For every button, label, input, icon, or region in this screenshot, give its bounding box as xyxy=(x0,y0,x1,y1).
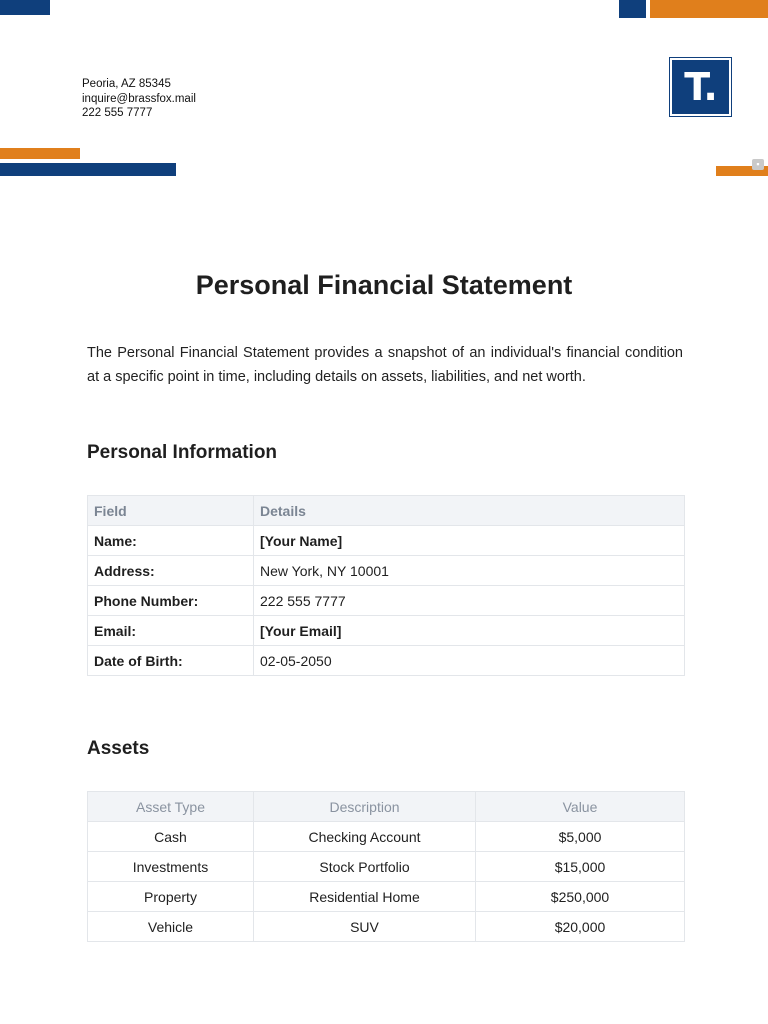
personal-info-heading: Personal Information xyxy=(87,442,278,463)
table-row xyxy=(88,882,685,912)
asset-value-cell: $250,000 xyxy=(476,882,685,912)
field-label: Name: xyxy=(88,526,254,556)
left-navy-bar xyxy=(0,163,176,176)
intro-paragraph: The Personal Financial Statement provides a snapshot of an individual's financial condition at a specific point in time, including details on assets, liabilities, and net worth. xyxy=(87,345,683,385)
table-row xyxy=(88,556,685,586)
table-row xyxy=(88,526,685,556)
asset-value-cell: $15,000 xyxy=(476,852,685,882)
asset-description-cell: SUV xyxy=(254,912,476,942)
top-right-orange-bar xyxy=(650,0,768,18)
asset-type-cell: Vehicle xyxy=(88,912,254,942)
column-header-details: Details xyxy=(254,496,685,526)
contact-info xyxy=(82,77,196,121)
company-logo xyxy=(669,57,732,117)
field-value: 02-05-2050 xyxy=(254,646,685,676)
field-value: 222 555 7777 xyxy=(254,586,685,616)
logo-text: T. xyxy=(672,60,729,114)
assets-table xyxy=(87,791,685,942)
table-row xyxy=(88,616,685,646)
table-row xyxy=(88,912,685,942)
column-header-asset-type: Asset Type xyxy=(88,792,254,822)
field-value: [Your Email] xyxy=(254,616,685,646)
asset-type-cell: Investments xyxy=(88,852,254,882)
asset-type-cell: Cash xyxy=(88,822,254,852)
table-row xyxy=(88,852,685,882)
asset-description-cell: Checking Account xyxy=(254,822,476,852)
table-header-row xyxy=(88,496,685,526)
top-right-navy-bar xyxy=(619,0,646,18)
field-label: Address: xyxy=(88,556,254,586)
asset-value-cell: $20,000 xyxy=(476,912,685,942)
asset-description-cell: Stock Portfolio xyxy=(254,852,476,882)
column-header-value: Value xyxy=(476,792,685,822)
contact-phone: 222 555 7777 xyxy=(82,107,153,119)
contact-city: Peoria, AZ 85345 xyxy=(82,78,171,90)
asset-type-cell: Property xyxy=(88,882,254,912)
contact-email: inquire@brassfox.mail xyxy=(82,92,196,105)
table-row xyxy=(88,586,685,616)
table-row xyxy=(88,646,685,676)
field-label: Email: xyxy=(88,616,254,646)
field-value: [Your Name] xyxy=(254,526,685,556)
field-label: Phone Number: xyxy=(88,586,254,616)
table-header-row xyxy=(88,792,685,822)
field-label: Date of Birth: xyxy=(88,646,254,676)
document-tag-icon: ▪ xyxy=(752,159,764,170)
assets-heading: Assets xyxy=(87,738,150,759)
column-header-description: Description xyxy=(254,792,476,822)
table-row xyxy=(88,822,685,852)
asset-value-cell: $5,000 xyxy=(476,822,685,852)
personal-info-table xyxy=(87,495,685,676)
column-header-field: Field xyxy=(88,496,254,526)
left-orange-bar xyxy=(0,148,80,159)
page-title: Personal Financial Statement xyxy=(195,270,573,300)
field-value: New York, NY 10001 xyxy=(254,556,685,586)
asset-description-cell: Residential Home xyxy=(254,882,476,912)
top-left-navy-bar xyxy=(0,0,50,15)
